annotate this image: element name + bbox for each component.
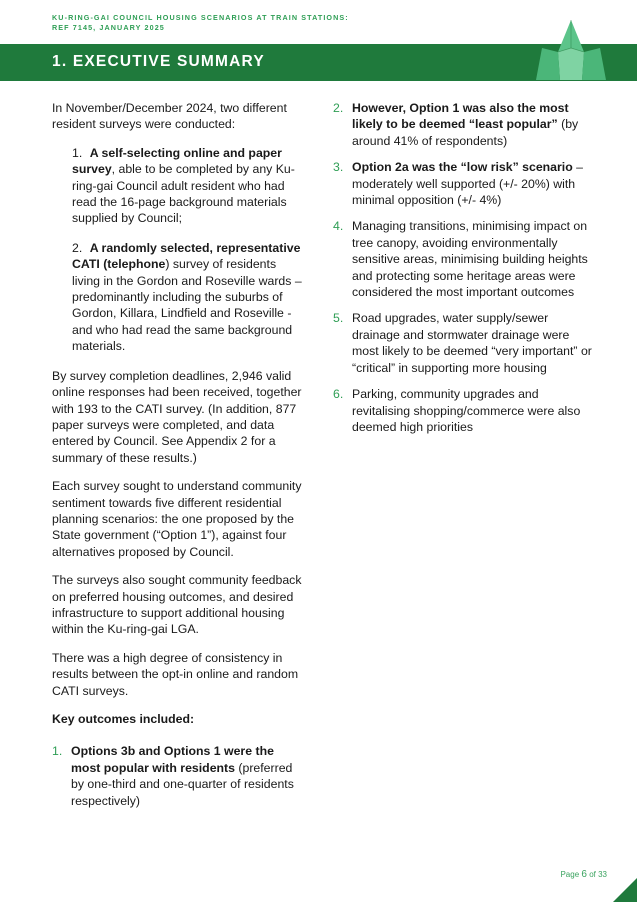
outcome-number: 1.: [52, 744, 63, 759]
outcome-item: [333, 159, 595, 208]
outcome-number: 5.: [333, 311, 344, 326]
page-number: 6: [581, 869, 587, 880]
outcome-bold: Options 3b and Options 1 were the most popular with residents: [71, 744, 274, 775]
page-word: Page: [560, 870, 580, 879]
report-reference: KU-RING-GAI COUNCIL HOUSING SCENARIOS AT TRAIN STATIONS: REF 7145, JANUARY 2025: [52, 13, 349, 32]
outcome-item: [52, 743, 302, 809]
scenarios-paragraph: Each survey sought to understand community sentiment towards five different residential planning scenarios: the one proposed by the State government (“Option 1”), against four alternatives proposed by Council.: [52, 479, 302, 559]
survey-item-2: [52, 240, 302, 355]
outcomes-list-right: [333, 100, 595, 435]
of-word: of: [589, 870, 596, 879]
outcomes-list-left: [52, 743, 302, 809]
key-outcomes-heading: Key outcomes included:: [52, 712, 195, 726]
outcome-number: 3.: [333, 160, 344, 175]
outcome-number: 4.: [333, 219, 344, 234]
survey-item-number: 2.: [72, 240, 83, 255]
completion-paragraph: By survey completion deadlines, 2,946 valid online responses had been received, together with 193 to the CATI survey. (In addition, 877 paper surveys were completed, and data entered by Council. See Appendix 2 for a summary of these results.): [52, 368, 302, 465]
outcome-text: (by around 41% of respondents): [352, 117, 579, 148]
leaf-logo-icon: [532, 18, 610, 82]
survey-item-1: [52, 145, 302, 227]
corner-triangle-icon: [613, 878, 637, 902]
survey-item-text: , able to be completed by any Ku-ring-gai Council adult resident who had read the 16-page background materials supplied by Council;: [72, 162, 295, 226]
survey-item-number: 1.: [72, 145, 83, 160]
consistency-paragraph: There was a high degree of consistency in results between the opt-in online and random CATI surveys.: [52, 650, 299, 698]
outcome-item: [333, 218, 595, 300]
outcome-bold: Option 2a was the “low risk” scenario: [352, 160, 573, 175]
survey-item-bold: A self-selecting online and paper survey: [72, 145, 282, 177]
outcome-text: Parking, community upgrades and revitalising shopping/commerce were also deemed high priorities: [352, 387, 581, 434]
survey-item-text: ) survey of residents living in the Gordon and Roseville wards – predominantly including the suburbs of Gordon, Killara, Lindfield and Roseville - and who had read the same background materials.: [72, 257, 302, 354]
right-column: [333, 100, 595, 445]
section-title: 1. EXECUTIVE SUMMARY: [52, 53, 265, 70]
outcome-item: [333, 100, 595, 149]
survey-item-bold: A randomly selected, representative CATI (telephone: [72, 240, 301, 272]
outcome-item: [333, 386, 595, 435]
outcome-text: Managing transitions, minimising impact on tree canopy, avoiding environmentally sensitive areas, minimising building heights and protecting some heritage areas were considered the most important outcomes: [352, 219, 588, 300]
outcome-number: 6.: [333, 387, 344, 402]
intro-paragraph: In November/December 2024, two different resident surveys were conducted:: [52, 101, 287, 132]
page-total: 33: [598, 870, 607, 879]
page-footer: [560, 869, 607, 880]
outcome-item: [333, 310, 595, 376]
feedback-paragraph: The surveys also sought community feedback on preferred housing outcomes, and desired infrastructure to support additional housing within the Ku-ring-gai LGA.: [52, 573, 302, 637]
outcome-bold: However, Option 1 was also the most likely to be deemed “least popular”: [352, 101, 569, 132]
outcome-text: – moderately well supported (+/- 20%) with minimal opposition (+/- 4%): [352, 160, 583, 208]
outcome-number: 2.: [333, 101, 344, 115]
outcome-text: Road upgrades, water supply/sewer drainage and stormwater drainage were most likely to be deemed “very important” or “critical” in supporting more housing: [352, 311, 592, 375]
outcome-text: (preferred by one-third and one-quarter of residents respectively): [71, 760, 294, 808]
left-column: [52, 100, 302, 819]
